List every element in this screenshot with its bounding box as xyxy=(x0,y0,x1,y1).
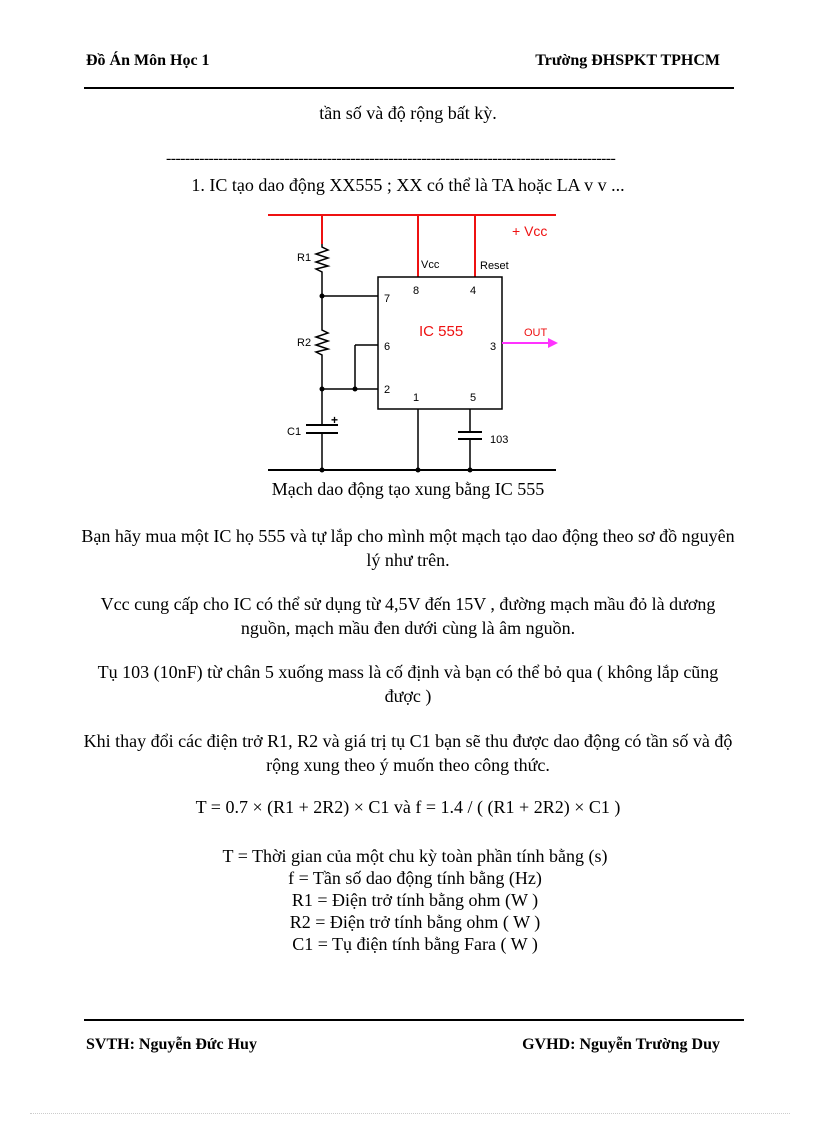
footer-rule xyxy=(84,1019,744,1021)
figure-caption: Mạch dao động tạo xung bằng IC 555 xyxy=(271,479,545,499)
paragraph-2: Vcc cung cấp cho IC có thể sử dụng từ 4,5V đến 15V , đường mạch mầu đỏ là dương nguồn, mạch mầu đen dưới cùng là âm nguồn. xyxy=(100,594,716,638)
paragraph-4: Khi thay đổi các điện trở R1, R2 và giá trị tụ C1 bạn sẽ thu được dao động có tần số và độ rộng xung theo ý muốn theo công thức. xyxy=(83,731,733,775)
intro-line: tần số và độ rộng bất kỳ. xyxy=(319,103,497,123)
r1-label: R1 xyxy=(297,252,312,264)
output-arrow-icon xyxy=(548,338,558,348)
footer-instructor: GVHD: Nguyễn Trường Duy xyxy=(522,1036,720,1053)
pin-6-number: 6 xyxy=(384,341,391,353)
ic555-body xyxy=(378,277,502,409)
pin-4-number: 4 xyxy=(470,285,477,297)
c1-label: C1 xyxy=(287,426,302,438)
pin-1-number: 1 xyxy=(413,392,420,404)
header-school-name: Trường ĐHSPKT TPHCM xyxy=(535,52,720,69)
pin-3-number: 3 xyxy=(490,341,497,353)
junction-dot xyxy=(353,387,358,392)
pin-5-number: 5 xyxy=(470,392,477,404)
out-label: OUT xyxy=(524,327,548,339)
r2-label: R2 xyxy=(297,337,312,349)
definition-C1: C1 = Tụ điện tính bằng Fara ( W ) xyxy=(292,934,538,954)
definition-f: f = Tần số dao động tính bằng (Hz) xyxy=(288,868,542,888)
ic-label: IC 555 xyxy=(419,323,464,340)
definition-R2: R2 = Điện trở tính bằng ohm ( W ) xyxy=(289,912,541,932)
r2-resistor xyxy=(316,296,328,389)
pin-2-number: 2 xyxy=(384,384,391,396)
pin-8-number: 8 xyxy=(413,285,420,297)
header-course-title: Đồ Án Môn Học 1 xyxy=(86,52,210,69)
junction-dot xyxy=(468,468,473,473)
formula: T = 0.7 × (R1 + 2R2) × C1 và f = 1.4 / ( (R1 + 2R2) × C1 ) xyxy=(195,797,621,817)
pin-vcc-label: Vcc xyxy=(421,259,440,271)
c1-plus-sign: + xyxy=(331,413,339,427)
definition-R1: R1 = Điện trở tính bằng ohm (W ) xyxy=(291,890,539,910)
r1-resistor xyxy=(316,244,328,296)
pin-reset-label: Reset xyxy=(480,260,509,272)
paragraph-1: Bạn hãy mua một IC họ 555 và tự lắp cho mình một mạch tạo dao động theo sơ đồ nguyên lý như trên. xyxy=(81,526,735,570)
definition-T: T = Thời gian của một chu kỳ toàn phần tính bằng (s) xyxy=(222,846,608,866)
section-title: 1. IC tạo dao động XX555 ; XX có thể là TA hoặc LA v v ... xyxy=(191,175,625,195)
footer-student: SVTH: Nguyễn Đức Huy xyxy=(86,1036,257,1053)
page-bottom-border xyxy=(30,1113,790,1114)
junction-dot xyxy=(320,468,325,473)
definitions-list xyxy=(0,845,816,955)
cap103-label: 103 xyxy=(490,434,509,446)
pin-7-number: 7 xyxy=(384,293,391,305)
paragraph-3: Tụ 103 (10nF) từ chân 5 xuống mass là cố định và bạn có thể bỏ qua ( không lắp cũng được ) xyxy=(97,662,719,706)
separator-line: ----------------------------------------------------------------------------------------------- xyxy=(166,150,616,167)
junction-dot xyxy=(416,468,421,473)
vcc-label: + Vcc xyxy=(512,223,548,239)
